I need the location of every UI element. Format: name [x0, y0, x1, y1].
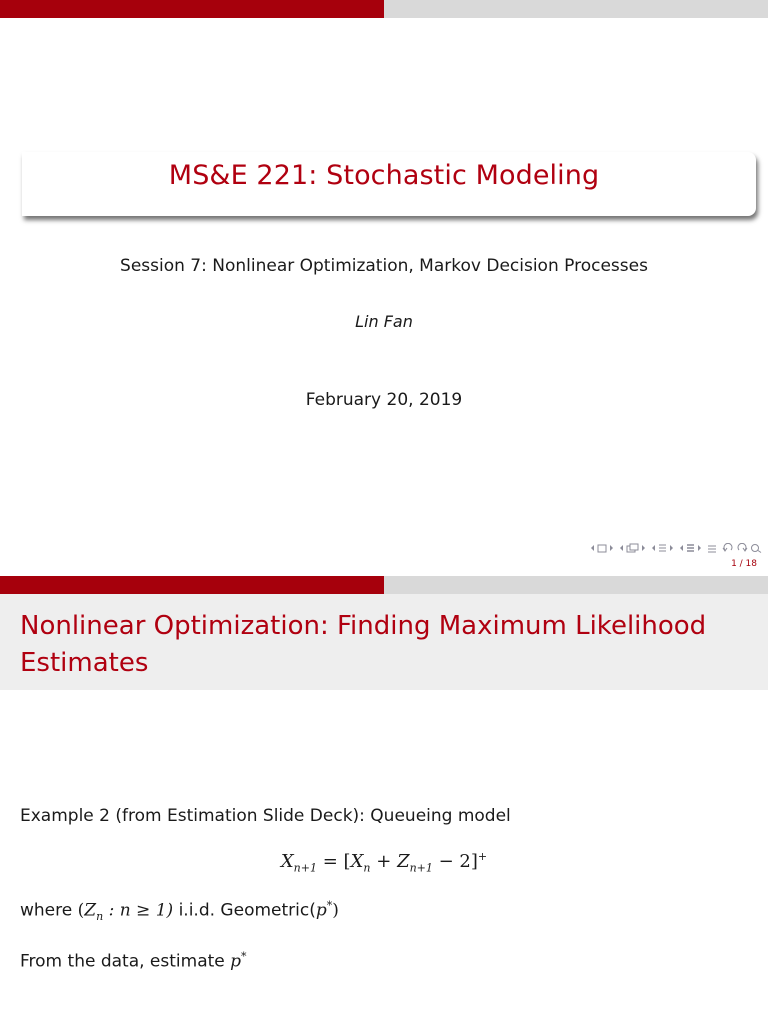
arrow-right-icon[interactable] [609, 544, 614, 552]
nav-tools-group[interactable] [722, 543, 762, 553]
page-number: 1 / 18 [731, 559, 757, 569]
where-line [20, 899, 339, 923]
where-z-sub: n [96, 910, 104, 924]
where-paren-open: ( [77, 900, 85, 921]
where-p: p [315, 900, 327, 921]
where-p-sup: * [326, 899, 333, 912]
equation-plus: + [376, 851, 392, 872]
nav-frame-group[interactable] [619, 543, 646, 553]
search-icon[interactable] [750, 543, 762, 553]
equation-bracket-open: [ [343, 851, 351, 872]
subsection-icon[interactable] [658, 543, 667, 553]
nav-subsection-group[interactable] [651, 543, 674, 553]
presentation-title: MS&E 221: Stochastic Modeling [168, 160, 600, 191]
example-text: Example 2 (from Estimation Slide Deck): Queueing model [20, 806, 511, 826]
equation-z-sub: n+1 [409, 861, 433, 875]
progress-bar [0, 0, 768, 18]
from-p-sup: * [241, 950, 247, 963]
equation-z: Z [397, 851, 410, 872]
author-name: Lin Fan [355, 312, 413, 331]
where-iid: i.i.d. Geometric( [178, 900, 316, 921]
from-text: From the data, estimate [20, 951, 225, 972]
frame-title: Nonlinear Optimization: Finding Maximum Likelihood Estimates [20, 611, 707, 678]
frame-icon[interactable] [626, 543, 639, 553]
where-close: ) [332, 900, 339, 921]
from-p: p [230, 951, 242, 972]
equation-bracket-close: ] [470, 851, 478, 872]
presentation-subtitle: Session 7: Nonlinear Optimization, Markov Decision Processes [120, 256, 648, 276]
arrow-left-icon[interactable] [619, 544, 624, 552]
where-prefix: where [20, 900, 73, 921]
arrow-right-icon[interactable] [669, 544, 674, 552]
align-icon[interactable] [707, 543, 717, 553]
arrow-left-icon[interactable] [651, 544, 656, 552]
where-z: Z [84, 900, 97, 921]
arrow-left-icon[interactable] [590, 544, 595, 552]
nav-slide-group[interactable] [590, 544, 614, 553]
progress-bar-fill [0, 0, 384, 18]
frame-icon[interactable] [597, 544, 607, 553]
equation-lhs-var: X [280, 851, 294, 872]
content-slide [0, 576, 768, 1024]
section-icon[interactable] [686, 543, 695, 553]
equation-lhs-sub: n+1 [293, 861, 317, 875]
arrow-right-icon[interactable] [697, 544, 702, 552]
equation-sup: + [477, 850, 488, 863]
from-data-line [20, 950, 247, 972]
where-condition: : n ≥ 1) [108, 900, 174, 921]
queueing-equation [0, 850, 768, 875]
equation-equals: = [322, 851, 338, 872]
presentation-date: February 20, 2019 [305, 390, 463, 410]
equation-x: X [350, 851, 364, 872]
equation-minus-two: − 2 [438, 851, 471, 872]
redo-icon[interactable] [736, 543, 748, 553]
nav-section-group[interactable] [679, 543, 702, 553]
undo-icon[interactable] [722, 543, 734, 553]
arrow-left-icon[interactable] [679, 544, 684, 552]
progress-bar [0, 576, 768, 594]
arrow-right-icon[interactable] [641, 544, 646, 552]
equation-x-sub: n [363, 861, 371, 875]
progress-bar-fill [0, 576, 384, 594]
beamer-navigation-bar [496, 541, 762, 555]
